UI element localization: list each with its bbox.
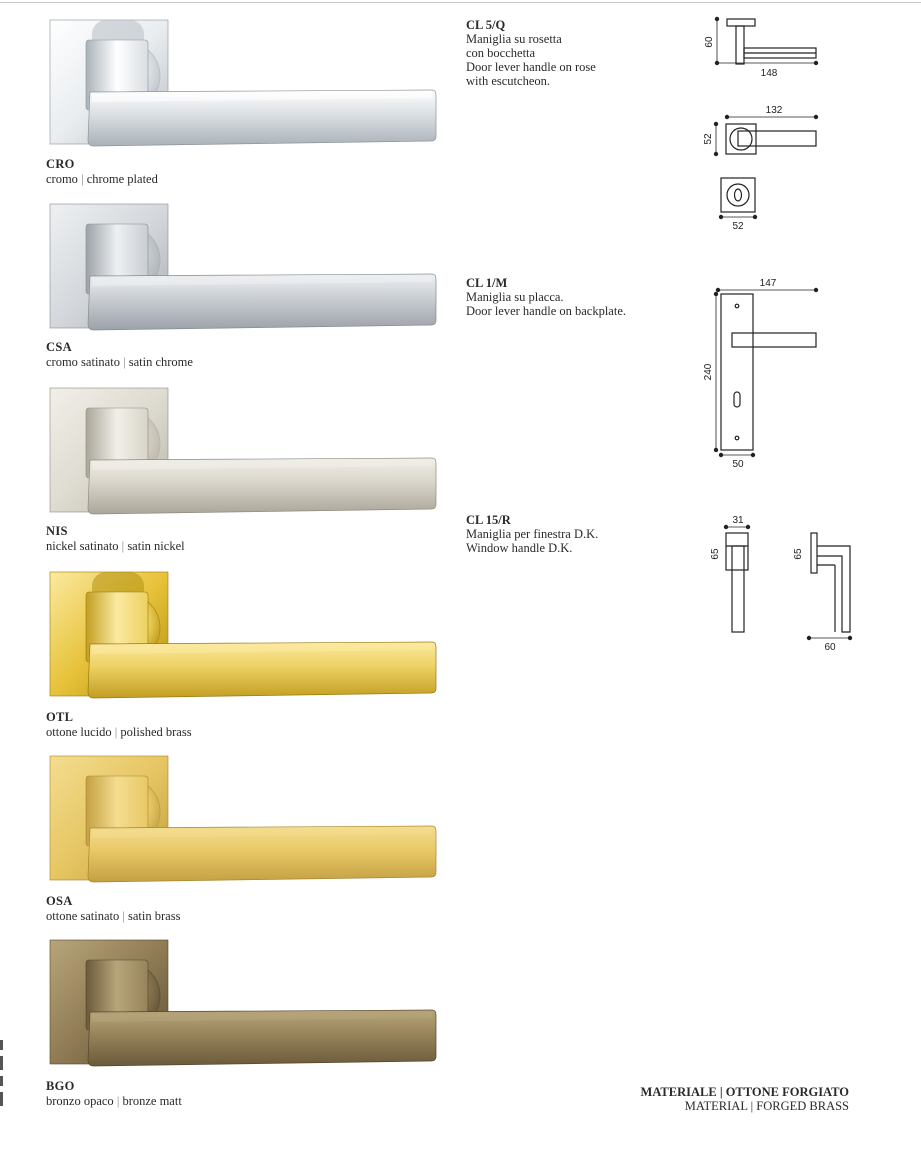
finish-caption-nis <box>46 524 185 554</box>
dim-label: 65 <box>710 548 721 560</box>
dim-label: 52 <box>703 133 714 145</box>
finish-caption-bgo <box>46 1079 182 1109</box>
model-line: Door lever handle on backplate. <box>466 304 627 318</box>
material-footer <box>641 1085 849 1113</box>
lever-outline <box>732 333 816 347</box>
dim-label: 240 <box>703 363 714 381</box>
finish-name-it: cromo satinato <box>46 355 120 369</box>
finish-name-en: satin chrome <box>128 355 193 369</box>
drawing-cl1m <box>690 275 840 475</box>
model-cl15r <box>466 513 598 555</box>
finish-name-en: satin nickel <box>127 539 185 553</box>
model-cl5q <box>466 18 596 88</box>
finish-code: OSA <box>46 894 73 908</box>
model-code: CL 5/Q <box>466 18 506 32</box>
page-edge-marker <box>0 1040 3 1110</box>
model-line: con bocchetta <box>466 46 536 60</box>
finish-code: CRO <box>46 157 75 171</box>
finish-code: NIS <box>46 524 68 538</box>
handle-illustration <box>44 938 444 1068</box>
dim-label: 60 <box>824 642 836 653</box>
drawing-cl15r <box>690 510 870 660</box>
finish-caption-otl <box>46 710 192 740</box>
dim-label: 147 <box>759 278 777 289</box>
material-en: MATERIAL | FORGED BRASS <box>684 1099 849 1113</box>
finish-name-it: cromo <box>46 172 78 186</box>
handle-illustration <box>44 754 444 884</box>
model-code: CL 1/M <box>466 276 508 290</box>
finish-name-en: bronze matt <box>122 1094 182 1108</box>
finish-name-en: chrome plated <box>86 172 158 186</box>
material-it: MATERIALE | OTTONE FORGIATO <box>640 1085 849 1099</box>
model-line: with escutcheon. <box>466 74 551 88</box>
separator: | <box>122 909 125 923</box>
dim-label: 60 <box>704 36 715 48</box>
separator: | <box>121 539 125 553</box>
separator: | <box>114 725 118 739</box>
model-line: Window handle D.K. <box>466 541 573 555</box>
dim-label: 65 <box>793 548 804 560</box>
model-line: Maniglia su rosetta <box>466 32 562 46</box>
top-rule <box>0 2 921 3</box>
separator: | <box>116 1094 120 1108</box>
handle-illustration <box>44 570 444 700</box>
dim-label: 52 <box>732 221 744 232</box>
rose-side-outline <box>727 19 755 26</box>
model-line: Maniglia per finestra D.K. <box>466 527 599 541</box>
separator: | <box>123 355 126 369</box>
finish-code: OTL <box>46 710 74 724</box>
handle-illustration <box>44 202 444 332</box>
keyhole-outline <box>734 392 740 407</box>
window-lever-front <box>732 546 744 632</box>
window-rose-side <box>811 533 817 573</box>
model-cl1m <box>466 276 626 318</box>
backplate-outline <box>721 294 753 450</box>
separator: | <box>81 172 84 186</box>
dim-label: 31 <box>732 515 744 526</box>
dim-label: 148 <box>760 68 778 79</box>
neck-side-outline <box>736 26 744 64</box>
finish-name-it: ottone lucido <box>46 725 112 739</box>
escutcheon-outline <box>721 178 755 212</box>
finish-name-it: bronzo opaco <box>46 1094 114 1108</box>
handle-illustration <box>44 18 444 148</box>
model-line: Door lever handle on rose <box>466 60 596 74</box>
finish-name-en: satin brass <box>128 909 181 923</box>
dim-label: 132 <box>765 105 783 116</box>
finish-name-it: ottone satinato <box>46 909 120 923</box>
finish-caption-csa <box>46 340 193 370</box>
finish-caption-cro <box>46 157 158 187</box>
finish-name-it: nickel satinato <box>46 539 119 553</box>
finish-name-en: polished brass <box>120 725 192 739</box>
model-line: Maniglia su placca. <box>466 290 564 304</box>
model-code: CL 15/R <box>466 513 511 527</box>
handle-illustration <box>44 386 444 516</box>
finish-code: CSA <box>46 340 72 354</box>
finish-code: BGO <box>46 1079 75 1093</box>
finish-caption-osa <box>46 894 180 924</box>
window-rose-front <box>726 533 748 570</box>
dim-label: 50 <box>732 459 744 470</box>
drawing-cl5q <box>690 8 840 238</box>
